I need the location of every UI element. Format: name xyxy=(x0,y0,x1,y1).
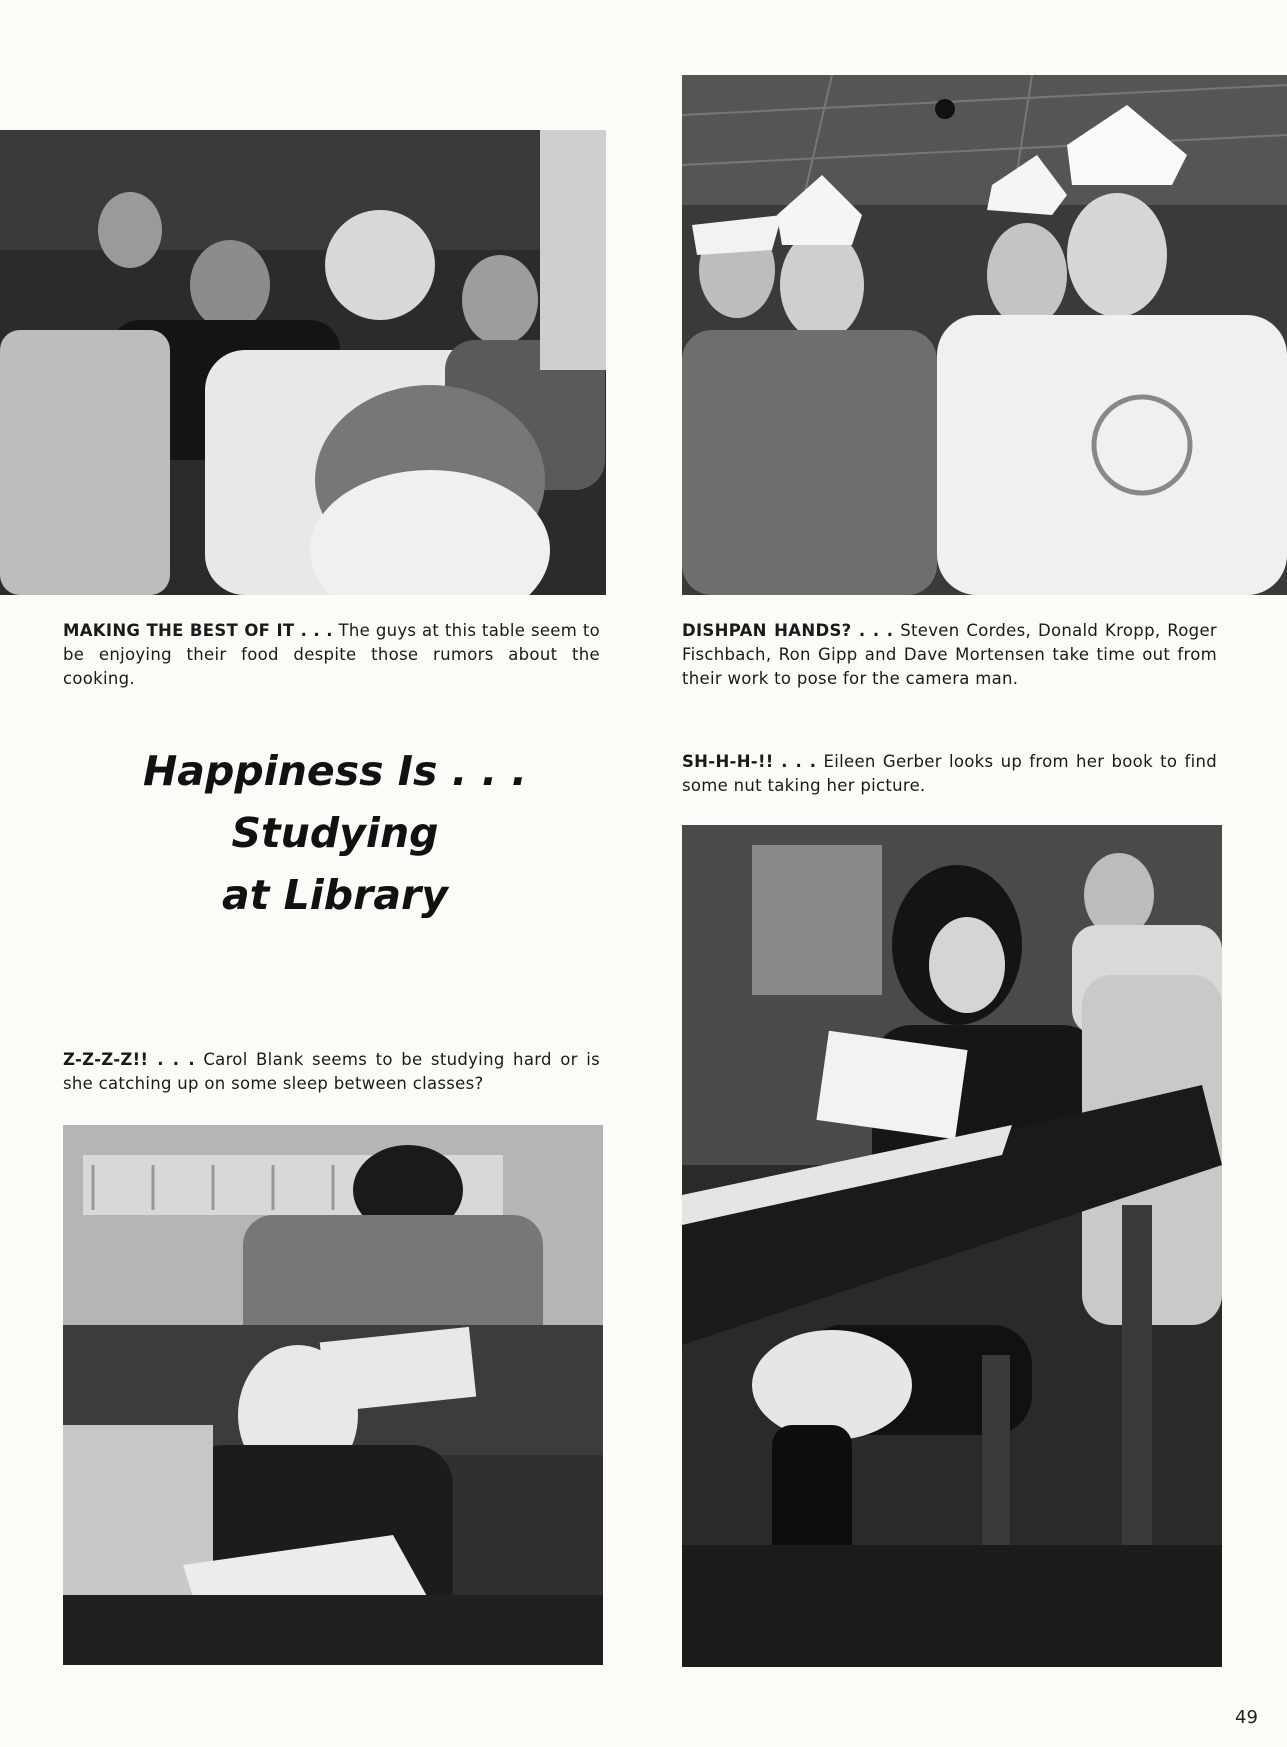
caption-text: Steven Cordes, Donald Kropp, Roger Fischbach, Ron Gipp and Dave Mortensen take time out from their work to pose for the camera man. xyxy=(682,621,1217,688)
caption-text: The guys at this table seem to be enjoying their food despite those rumors about the cooking. xyxy=(63,621,600,688)
caption-lead: DISHPAN HANDS? . . . xyxy=(682,621,894,640)
headline-line-1: Happiness Is . . . xyxy=(142,747,527,795)
caption-z-z-z-z xyxy=(63,1048,600,1096)
caption-text: Eileen Gerber looks up from her book to find some nut taking her picture. xyxy=(682,752,1217,795)
page-headline xyxy=(130,740,540,926)
photo-eileen-gerber-library xyxy=(682,825,1222,1667)
headline-line-3: at Library xyxy=(222,871,448,919)
headline-line-2: Studying xyxy=(231,809,439,857)
photo-carol-blank-studying xyxy=(63,1125,603,1665)
caption-dishpan-hands xyxy=(682,619,1217,691)
caption-lead: Z-Z-Z-Z!! . . . xyxy=(63,1050,195,1069)
page-number: 49 xyxy=(1235,1707,1258,1728)
photo-kitchen-crew xyxy=(682,75,1287,595)
caption-sh-h-h xyxy=(682,750,1217,798)
caption-making-the-best-of-it xyxy=(63,619,600,691)
caption-text: Carol Blank seems to be studying hard or is she catching up on some sleep between classes? xyxy=(63,1050,600,1093)
caption-lead: SH-H-H-!! . . . xyxy=(682,752,817,771)
caption-lead: MAKING THE BEST OF IT . . . xyxy=(63,621,333,640)
photo-cafeteria-table xyxy=(0,130,606,595)
